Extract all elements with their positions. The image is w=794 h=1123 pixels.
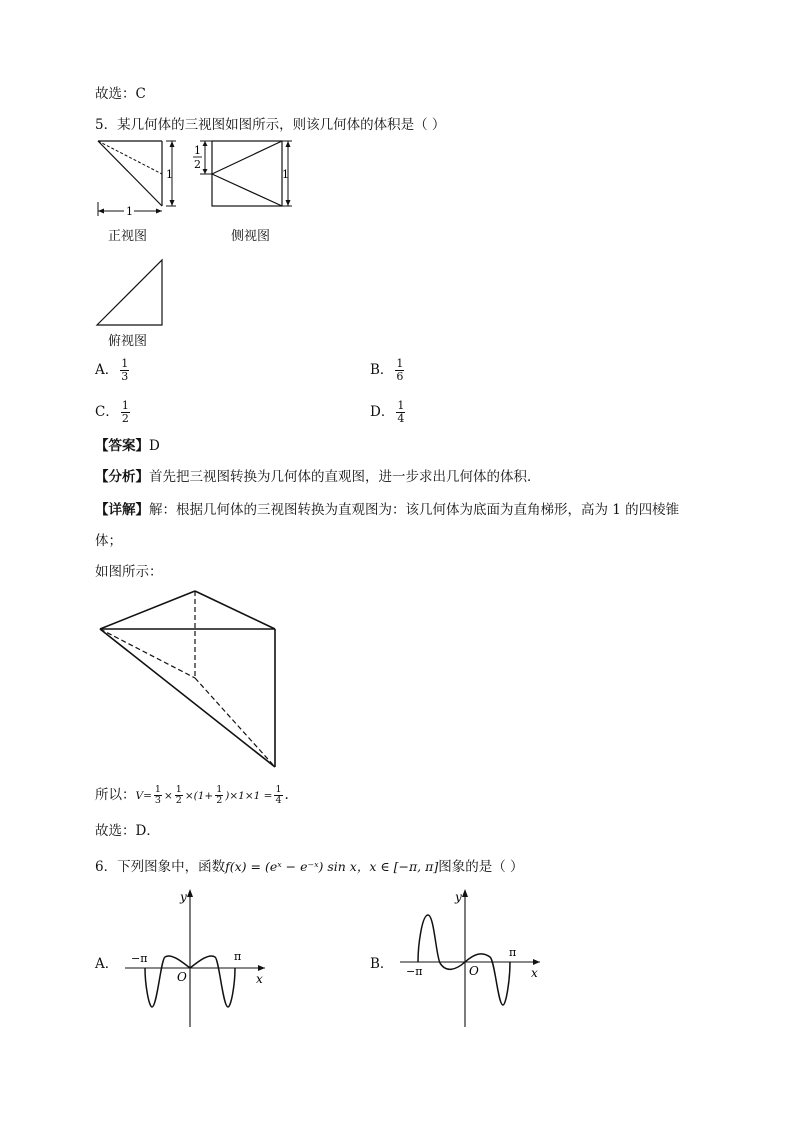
svg-text:−π: −π bbox=[406, 965, 423, 978]
q5-stem: 5．某几何体的三视图如图所示，则该几何体的体积是（ ） bbox=[95, 117, 446, 133]
final-answer: 故选：D． bbox=[95, 823, 160, 839]
answer-value: D bbox=[149, 438, 160, 454]
figure-intro: 如图所示： bbox=[95, 564, 163, 580]
pyramid-figure bbox=[92, 585, 287, 775]
detail-text: 解：根据几何体的三视图转换为直观图为：该几何体为底面为直角梯形，高为 1 的四棱锥 bbox=[149, 502, 680, 518]
q6-stem: 6．下列图象中，函数f(x) = (eˣ − e⁻ˣ) sin x，x ∈ [−π, π]图象的是（ ） bbox=[95, 859, 524, 875]
svg-text:y: y bbox=[455, 890, 462, 904]
svg-text:−π: −π bbox=[131, 952, 148, 965]
q6-option-b-label[interactable]: B． bbox=[370, 956, 394, 972]
answer-label: 【答案】 bbox=[95, 438, 149, 454]
analysis-label: 【分析】 bbox=[95, 469, 149, 485]
option-d[interactable]: D． $\frac{1}{4}$ bbox=[370, 399, 405, 425]
svg-text:x: x bbox=[531, 966, 538, 980]
svg-text:O: O bbox=[177, 970, 187, 984]
previous-answer-line: 故选：C bbox=[95, 86, 146, 102]
detail-line-2: 体； bbox=[95, 533, 122, 549]
analysis-line bbox=[95, 468, 541, 486]
q6-graph-b[interactable] bbox=[400, 885, 545, 1030]
svg-text:x: x bbox=[256, 972, 263, 986]
option-a[interactable]: A． $\frac{1}{3}$ bbox=[95, 357, 129, 383]
q6-function: f(x) = (eˣ − e⁻ˣ) sin x，x ∈ [−π, π] bbox=[225, 859, 439, 874]
side-view-caption: 侧视图 bbox=[231, 229, 271, 244]
svg-text:π: π bbox=[509, 946, 517, 959]
detail-line bbox=[95, 501, 679, 519]
svg-text:π: π bbox=[234, 950, 242, 963]
top-view-caption: 俯视图 bbox=[108, 334, 148, 349]
top-view-figure bbox=[92, 255, 172, 330]
side-view-figure bbox=[188, 136, 298, 216]
analysis-text: 首先把三视图转换为几何体的直观图，进一步求出几何体的体积． bbox=[149, 469, 541, 485]
front-view-width-label: 1 bbox=[126, 205, 133, 218]
front-view-caption: 正视图 bbox=[108, 229, 148, 244]
side-view-height-label: 1 bbox=[282, 168, 289, 181]
q6-option-a-label[interactable]: A． bbox=[95, 956, 119, 972]
option-c[interactable]: C． $\frac{1}{2}$ bbox=[95, 399, 129, 425]
svg-text:O: O bbox=[469, 964, 479, 978]
option-b[interactable]: B． $\frac{1}{6}$ bbox=[370, 357, 404, 383]
answer-line bbox=[95, 437, 160, 455]
q6-graph-a[interactable] bbox=[125, 885, 270, 1030]
side-half-den: 2 bbox=[194, 158, 201, 171]
side-half-num: 1 bbox=[194, 144, 201, 157]
detail-label: 【详解】 bbox=[95, 502, 149, 518]
volume-formula: 所以：V= $\frac{1}{3}$ × $\frac{1}{2}$ ×(1+ $\frac{1}{2}$ )×1×1 = $\frac{1}{4}$ . bbox=[95, 784, 289, 806]
front-view-height-label: 1 bbox=[166, 168, 173, 181]
svg-text:y: y bbox=[180, 890, 187, 904]
